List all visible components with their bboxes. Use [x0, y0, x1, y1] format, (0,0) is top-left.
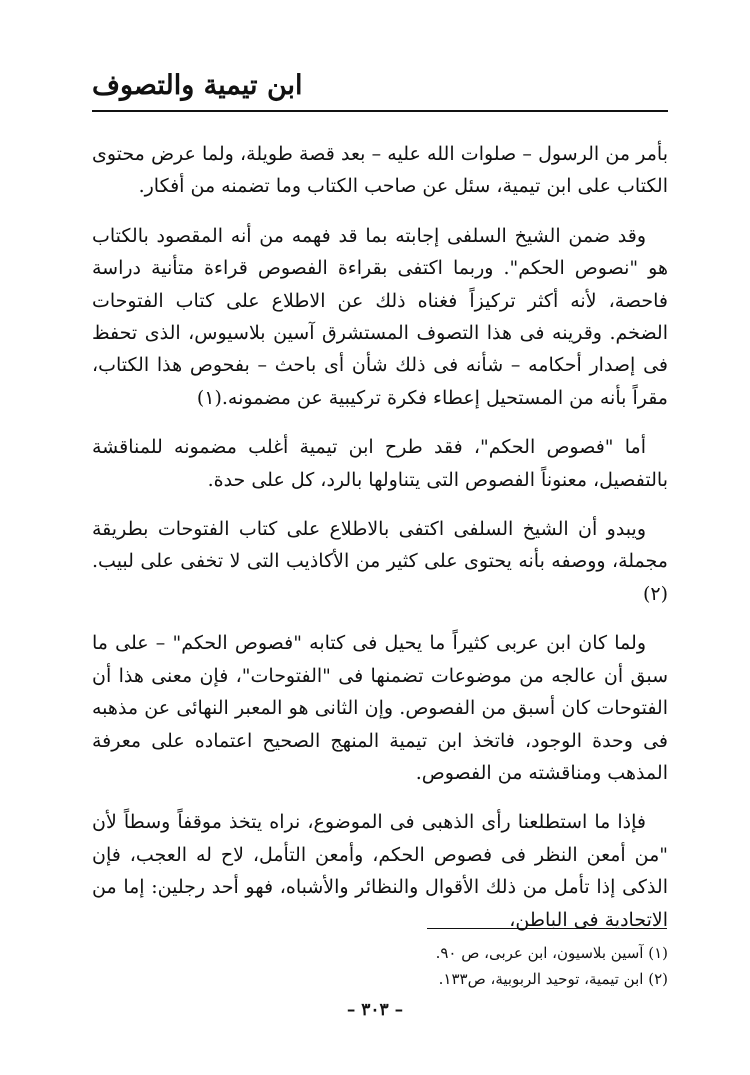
footnotes [92, 940, 668, 992]
body-paragraph: أما "فصوص الحكم"، فقد طرح ابن تيمية أغلب مضمونه للمناقشة بالتفصيل، معنوناً الفصوص التى يتناولها بالرد، كل على حدة. [92, 436, 668, 491]
body-paragraph: ولما كان ابن عربى كثيراً ما يحيل فى كتابه "فصوص الحكم" – على ما سبق أن عالجه من موضوعات تضمنها فى "الفتوحات"، فإن معنى هذا أن الفتوحات كان أسبق من الفصوص. وإن الثانى هو المعبر النهائى عن مذهبه فى وحدة الوجود، فاتخذ ابن تيمية المنهج الصحيح اعتماده على معرفة المذهب ومناقشته من الفصوص. [92, 632, 668, 784]
body-paragraph: فإذا ما استطلعنا رأى الذهبى فى الموضوع، نراه يتخذ موقفاً وسطاً لأن "من أمعن النظر فى فصوص الحكم، وأمعن التأمل، لاح له العجب، فإن الذكى إذا تأمل من ذلك الأقوال والنظائر والأشباه، فهو أحد رجلين: إما من الاتحادية فى الباطن، [92, 811, 668, 931]
page-number: – ٣٠٣ – [346, 1000, 404, 1020]
footnote: (٢) ابن تيمية، توحيد الربوبية، ص١٣٣. [438, 970, 668, 988]
header-rule [92, 110, 668, 112]
body-text [92, 138, 668, 953]
footnote: (١) آسين بلاسيون، ابن عربى، ص ٩٠. [435, 944, 668, 962]
body-paragraph: بأمر من الرسول – صلوات الله عليه – بعد قصة طويلة، ولما عرض محتوى الكتاب على ابن تيمية، سئل عن صاحب الكتاب وما تضمنه من أفكار. [92, 143, 668, 198]
footnote-rule [427, 928, 667, 929]
body-paragraph: وقد ضمن الشيخ السلفى إجابته بما قد فهمه من أنه المقصود بالكتاب هو "نصوص الحكم". وربما اكتفى بقراءة الفصوص قراءة متأنية دراسة فاحصة، لأنه أكثر تركيزاً فغناه ذلك عن الاطلاع على كتاب الفتوحات الضخم. وقرينه فى هذا التصوف المستشرق آسين بلاسيوس، الذى تحفظ فى إصدار أحكامه – شأنه فى ذلك شأن أى باحث – بفحوص هذا الكتاب، مقراً بأنه من المستحيل إعطاء فكرة تركيبية عن مضمونه.(١) [92, 224, 668, 409]
body-paragraph: ويبدو أن الشيخ السلفى اكتفى بالاطلاع على كتاب الفتوحات بطريقة مجملة، ووصفه بأنه يحتوى على كثير من الأكاذيب التى لا تخفى على لبيب.(٢) [92, 518, 668, 605]
running-header-title: ابن تيمية والتصوف [92, 70, 303, 101]
